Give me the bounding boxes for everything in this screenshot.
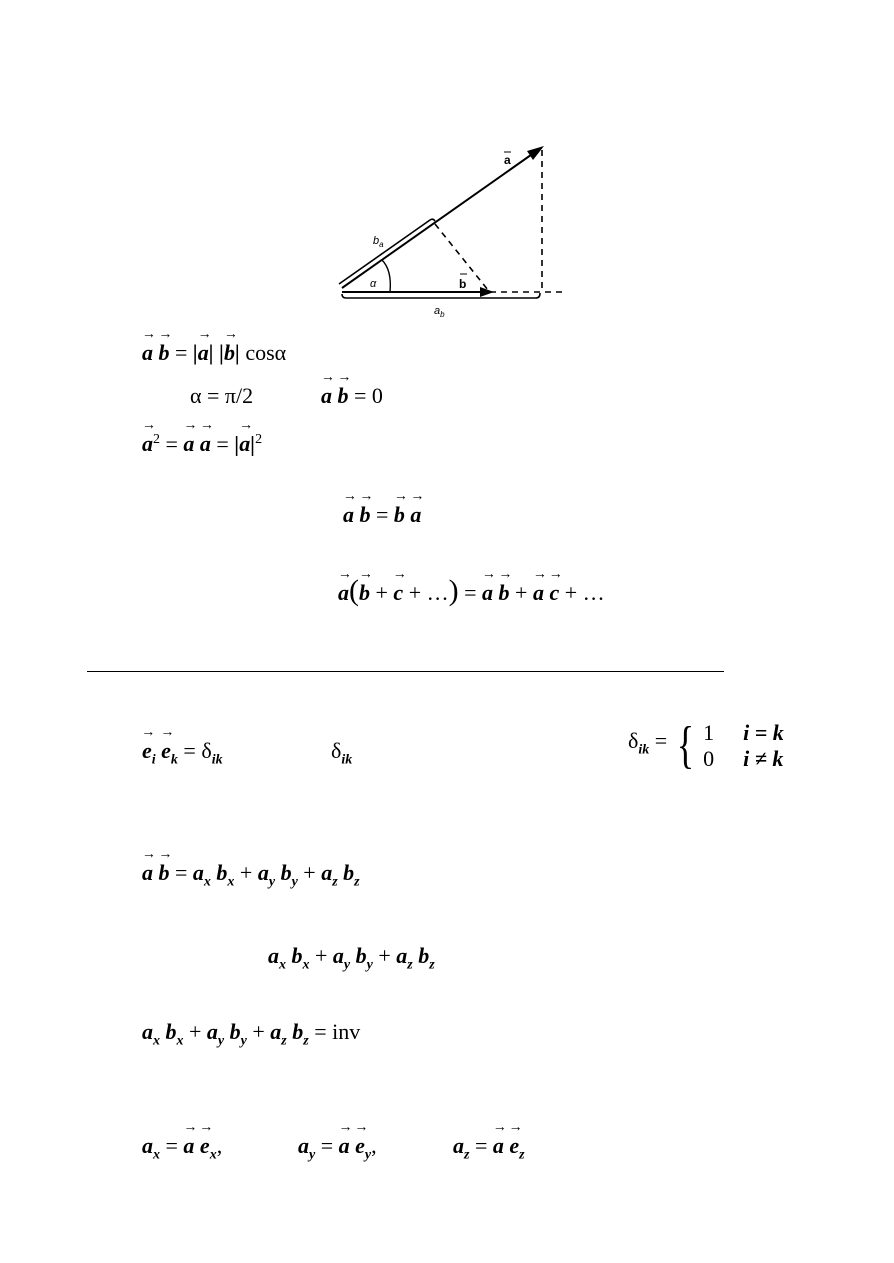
label-a: a [504, 153, 511, 167]
equation-orthonormal-basis: → $e_i \to e_k = \delta_{ik}$ [142, 738, 223, 773]
section-divider [87, 671, 724, 672]
equation-dot-product-def: → a → b = |→ a| |→ b| cosα [142, 340, 286, 366]
bracket-ba [339, 219, 435, 284]
equation-component-x: $a_x$ = → $a \to e_x$, [142, 1133, 222, 1168]
cases-brace: { [676, 717, 694, 774]
equation-orthogonal-rhs: → a → b = 0 [321, 383, 383, 409]
equation-commutative: → a → b = → b → a [343, 502, 421, 528]
equation-orthogonal: α = π/2 [190, 383, 254, 408]
vector-a-line [342, 150, 538, 288]
kronecker-delta-symbol: $\delta_{ik}$ [331, 738, 353, 768]
equation-distributive: → a(→ b + → c + …) = → a → b + → a → c + … [338, 578, 605, 606]
equation-component-y: $a_y$ = → $a \to e_y$, [298, 1133, 377, 1168]
kronecker-delta-definition: $\delta_{ik}$ = { 1 i = k 0 i ≠ k [628, 717, 784, 774]
expression-components-sum: $a_x$ $b_x + a_y$ $b_y + a_z$ $b_z$ [268, 943, 435, 973]
bracket-ab [342, 293, 540, 298]
equation-component-z: $a_z$ = → $a \to e_z$ [453, 1133, 525, 1168]
label-alpha: α [370, 278, 377, 290]
label-ba: $b_a$ [373, 235, 384, 249]
cases-block: 1 i = k 0 i ≠ k [703, 720, 784, 771]
label-ab: $a_b$ [434, 305, 445, 319]
equation-square: → $a^2$ = → a → a = |→ $a|^2$ [142, 427, 262, 457]
equation-dot-product-components: → $a \to b = a_x$ $b_x + a_y$ $b_y + a_z$ $b_z$ [142, 860, 360, 895]
projection-diagram [320, 138, 570, 323]
angle-arc [382, 260, 390, 292]
label-b: b [459, 277, 467, 291]
equation-invariant: $a_x$ $b_x + a_y$ $b_y + a_z$ $b_z$ = inv [142, 1019, 361, 1049]
